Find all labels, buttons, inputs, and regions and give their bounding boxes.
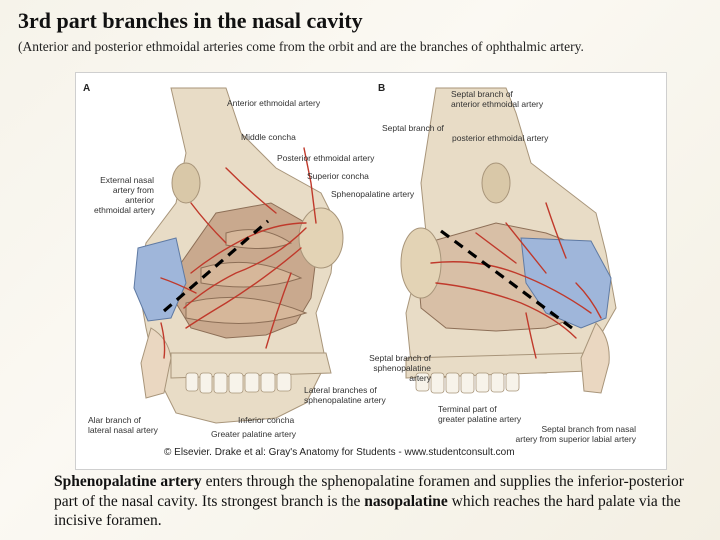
nasal-cavity-illustration [76, 73, 666, 469]
term-sphenopalatine-artery: Sphenopalatine artery [54, 473, 202, 490]
label-lateral-branches-sphenopalatine [304, 385, 386, 405]
figure-copyright: © Elsevier. Drake et al: Gray's Anatomy for Students - www.studentconsult.com [164, 447, 515, 458]
label-terminal-greater-palatine [438, 404, 521, 424]
label-line: Septal branch from nasal [541, 424, 636, 434]
label-line: artery from superior labial artery [515, 434, 636, 444]
caption-paragraph [54, 472, 694, 531]
label-middle-concha: Middle concha [241, 132, 296, 142]
label-line: ethmoidal artery [94, 205, 155, 215]
label-line: anterior ethmoidal artery [451, 99, 544, 109]
label-anterior-ethmoidal-artery: Anterior ethmoidal artery [227, 98, 321, 108]
label-superior-concha: Superior concha [307, 171, 369, 181]
label-external-nasal-artery [94, 175, 154, 215]
label-greater-palatine-artery: Greater palatine artery [211, 429, 297, 439]
anatomy-figure [75, 72, 667, 470]
label-line: External nasal [100, 175, 154, 185]
label-line: artery [409, 373, 431, 383]
label-septal-branch-posterior-ethmoidal [382, 123, 548, 143]
label-line: Lateral branches of [304, 385, 377, 395]
label-line: Alar branch of [88, 415, 141, 425]
label-posterior-ethmoidal-artery: Posterior ethmoidal artery [277, 153, 375, 163]
label-line: artery from [112, 185, 154, 195]
label-line: greater palatine artery [438, 414, 522, 424]
panel-a-letter: A [83, 83, 91, 94]
label-line: anterior [125, 195, 154, 205]
slide-title: 3rd part branches in the nasal cavity [18, 8, 363, 33]
label-line: sphenopalatine artery [304, 395, 386, 405]
label-inferior-concha: Inferior concha [238, 415, 295, 425]
label-line: lateral nasal artery [88, 425, 158, 435]
panel-a-drawing [134, 88, 343, 423]
label-line: posterior ethmoidal artery [452, 133, 549, 143]
slide-subtitle: (Anterior and posterior ethmoidal arteries come from the orbit and are the branches of ophthalmic artery. [18, 39, 584, 54]
term-nasopalatine: nasopalatine [364, 492, 448, 510]
label-line: Terminal part of [438, 404, 497, 414]
label-septal-branch-anterior-ethmoidal [451, 89, 543, 109]
label-line: sphenopalatine [373, 363, 431, 373]
label-sphenopalatine-artery: Sphenopalatine artery [331, 189, 415, 199]
label-line: Septal branch of [369, 353, 431, 363]
caption-text-end: which reaches the hard palate via the incisive foramen. [54, 492, 681, 530]
label-alar-branch [88, 415, 158, 435]
label-line: Septal branch of [382, 123, 444, 133]
panel-b-letter: B [378, 83, 386, 94]
label-septal-branch-sphenopalatine [359, 353, 431, 383]
caption-text: enters through the sphenopalatine foramen and supplies the inferior-posterior part of the nasal cavity. Its strongest branch is the [54, 473, 684, 510]
label-line: Septal branch of [451, 89, 513, 99]
label-septal-branch-superior-labial [502, 424, 636, 444]
